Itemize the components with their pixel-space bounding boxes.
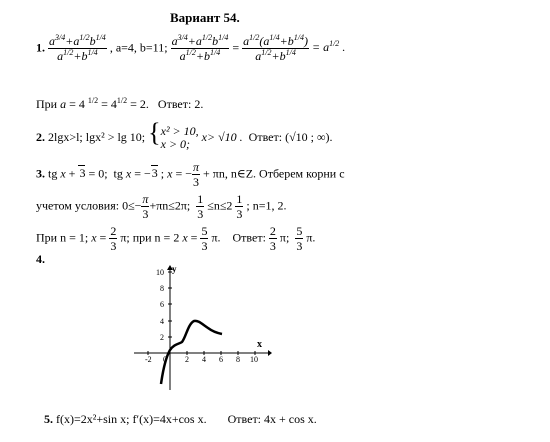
problem-1-lhs-fraction: $\frac{a^{3/4}+a^{1/2}b^{1/4}}{a^{1/2}+b^{1/4}}$ xyxy=(49,33,106,63)
x-tick-label: 8 xyxy=(236,355,240,364)
problem-1-rhs2-fraction: $\frac{a^{1/2}(a^{1/4}+b^{1/4})}{a^{1/2}+b^{1/4}}$ xyxy=(243,33,308,63)
problem-5-text: f(x)=2x²+sin x; f′(x)=4x+cos x. xyxy=(56,412,207,426)
y-tick-label: 10 xyxy=(156,268,164,277)
y-tick-label: 8 xyxy=(160,284,164,293)
y-tick-label: 6 xyxy=(160,300,164,309)
y-tick-label: 4 xyxy=(160,317,164,326)
x-tick-label: 0 xyxy=(163,355,167,364)
problem-4-number: 4. xyxy=(36,252,45,266)
problem-4-graph xyxy=(132,262,272,392)
problem-2-answer: Ответ: (√10 ; ∞). xyxy=(248,130,333,144)
problem-1-rhs1-fraction: $\frac{a^{3/4}+a^{1/2}b^{1/4}}{a^{1/2}+b^{1/4}}$ xyxy=(171,33,229,63)
page-title: Вариант 54. xyxy=(170,10,240,25)
problem-3-line-1: 3. tg x + 3 = 0; tg x = −3 ; x = − $\frac{\pi}{3}$ + πn, n∈Z. Отберем корни с xyxy=(36,160,345,189)
problem-5-answer: Ответ: 4x + cos x. xyxy=(227,412,317,426)
problem-1-line-1: 1. $\frac{a^{3/4}+a^{1/2}b^{1/4}}{a^{1/2}+b^{1/4}}$ , a=4, b=11; $\frac{a^{3/4}+a^{1/2}b^{1/4}}{a^{1/2}+b^{1/4}}$ = $\frac{a^{1/2}(a^{1/4}+b^{1/4})}{a^{1/2}+b^{1/4}}$ = $a^{1/2}$ . xyxy=(36,33,346,63)
x-tick-label: 6 xyxy=(219,355,223,364)
y-tick-label: 2 xyxy=(160,333,164,342)
x-tick-label: -2 xyxy=(145,355,152,364)
problem-2-line: 2. 2lgx>l; lgx² > lg 10; { x² > 10, x > 0; x> √10 . Ответ: (√10 ; ∞). xyxy=(36,118,333,152)
problem-3-number: 3. xyxy=(36,166,45,181)
x-tick-label: 4 xyxy=(202,355,206,364)
x-tick-label: 10 xyxy=(250,355,258,364)
problem-2-system-1: x² > 10, xyxy=(160,124,199,139)
problem-1-number: 1. xyxy=(36,40,45,55)
problem-2-text: 2lgx>l; lgx² > lg 10; xyxy=(48,130,146,144)
problem-3-line-3: При n = 1; x = $\frac{2}{3}$ π; при n = 2 x = $\frac{5}{3}$ π. Ответ: $\frac{2}{3}$ π; $\frac{5}{3}$ π. xyxy=(36,224,316,253)
x-axis-arrow xyxy=(268,350,272,356)
problem-2-number: 2. xyxy=(36,130,45,144)
x-tick-label: 2 xyxy=(185,355,189,364)
problem-2-system-2: x > 0; xyxy=(160,137,191,152)
y-axis-label: y xyxy=(172,264,177,274)
problem-1-line-2: При a = 4 $^{1/2} = 4^{1/2} = 2$. Ответ: 2. xyxy=(36,96,204,111)
problem-5-number: 5. xyxy=(44,412,53,426)
problem-1-condition: , a=4, b=11; xyxy=(109,40,168,55)
problem-3-line-2: учетом условия: 0≤− $\frac{\pi}{3}$ +πn≤2π; $\frac{1}{3}$ ≤n≤2 $\frac{1}{3}$ ; n=1, 2. xyxy=(36,192,287,221)
problem-1-answer: Ответ: 2. xyxy=(157,97,204,111)
problem-2-result: x> √10 . xyxy=(201,130,243,144)
problem-5-line xyxy=(44,412,317,427)
x-axis-label: x xyxy=(257,339,262,350)
